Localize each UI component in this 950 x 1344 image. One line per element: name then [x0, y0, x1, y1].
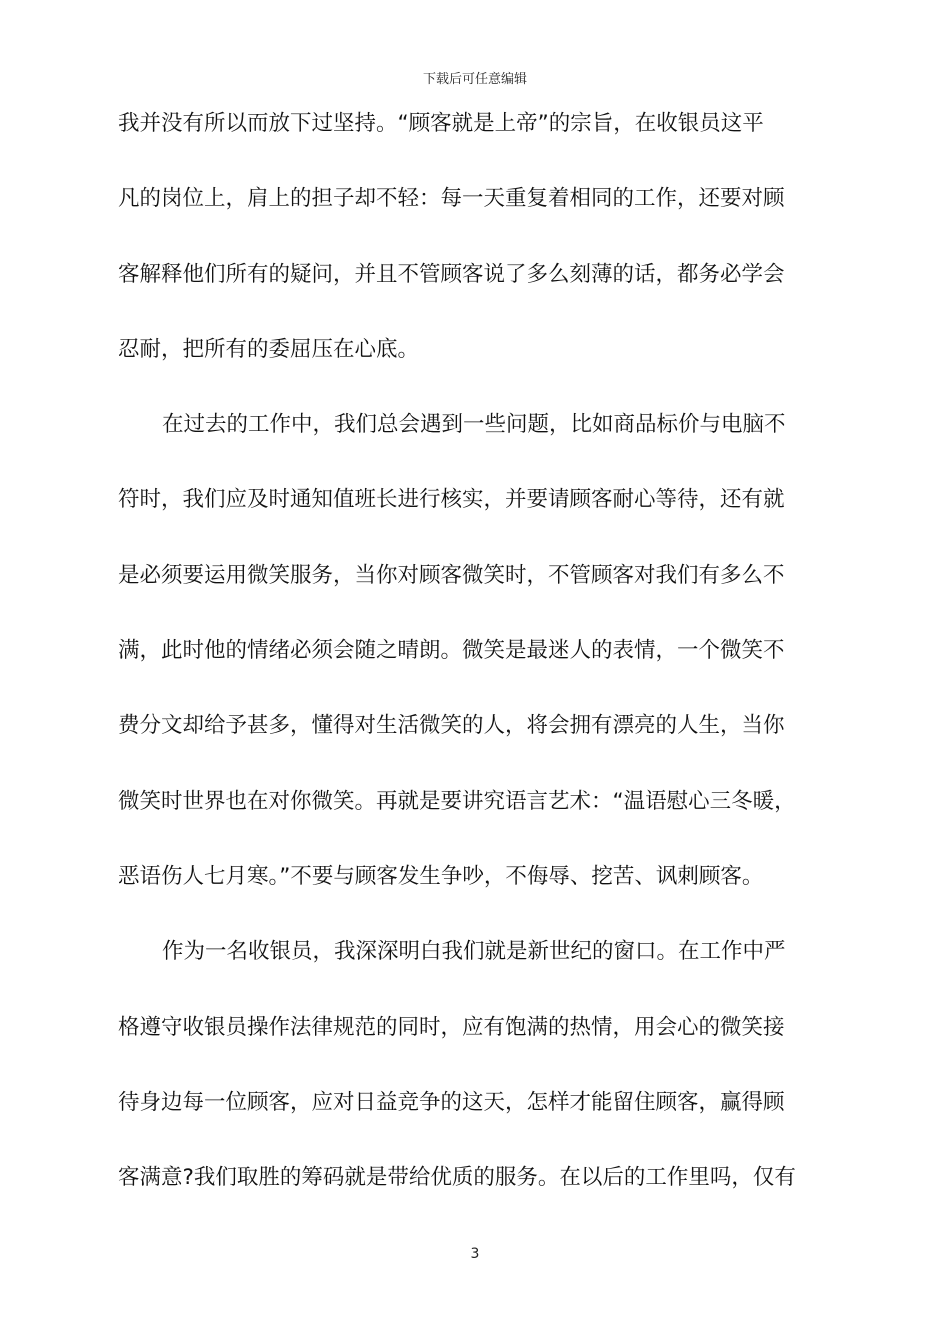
page-number: 3	[470, 1246, 480, 1262]
text-line: 格遵守收银员操作法律规范的同时，应有饱满的热情，用会心的微笑接	[118, 1014, 785, 1040]
paragraph-first-line: 作为一名收银员，我深深明白我们就是新世纪的窗口。在工作中严	[162, 939, 786, 965]
text-line: 恶语伤人七月寒。”不要与顾客发生争吵，不侮辱、挖苦、讽刺顾客。	[118, 863, 764, 889]
paragraph-first-line: 在过去的工作中，我们总会遇到一些问题，比如商品标价与电脑不	[162, 412, 786, 438]
text-line: 符时，我们应及时通知值班长进行核实，并要请顾客耐心等待，还有就	[118, 487, 785, 513]
text-line: 是必须要运用微笑服务，当你对顾客微笑时，不管顾客对我们有多么不	[118, 562, 785, 588]
text-line: 客满意?我们取胜的筹码就是带给优质的服务。在以后的工作里吗，仅有	[118, 1165, 796, 1191]
text-line: 待身边每一位顾客，应对日益竞争的这天，怎样才能留住顾客，赢得顾	[118, 1089, 785, 1115]
text-line: 微笑时世界也在对你微笑。再就是要讲究语言艺术：“温语慰心三冬暖，	[118, 788, 796, 814]
text-line: 忍耐，把所有的委屈压在心底。	[118, 336, 420, 362]
header-note: 下载后可任意编辑	[422, 72, 527, 87]
text-line: 我并没有所以而放下过坚持。“顾客就是上帝”的宗旨，在收银员这平	[118, 111, 764, 136]
body-text	[118, 104, 832, 1233]
text-line: 客解释他们所有的疑问，并且不管顾客说了多么刻薄的话，都务必学会	[118, 261, 785, 287]
text-line: 满，此时他的情绪必须会随之晴朗。微笑是最迷人的表情，一个微笑不	[118, 638, 785, 664]
text-line: 凡的岗位上，肩上的担子却不轻：每一天重复着相同的工作，还要对顾	[118, 186, 785, 212]
text-line: 费分文却给予甚多，懂得对生活微笑的人，将会拥有漂亮的人生，当你	[118, 713, 785, 739]
